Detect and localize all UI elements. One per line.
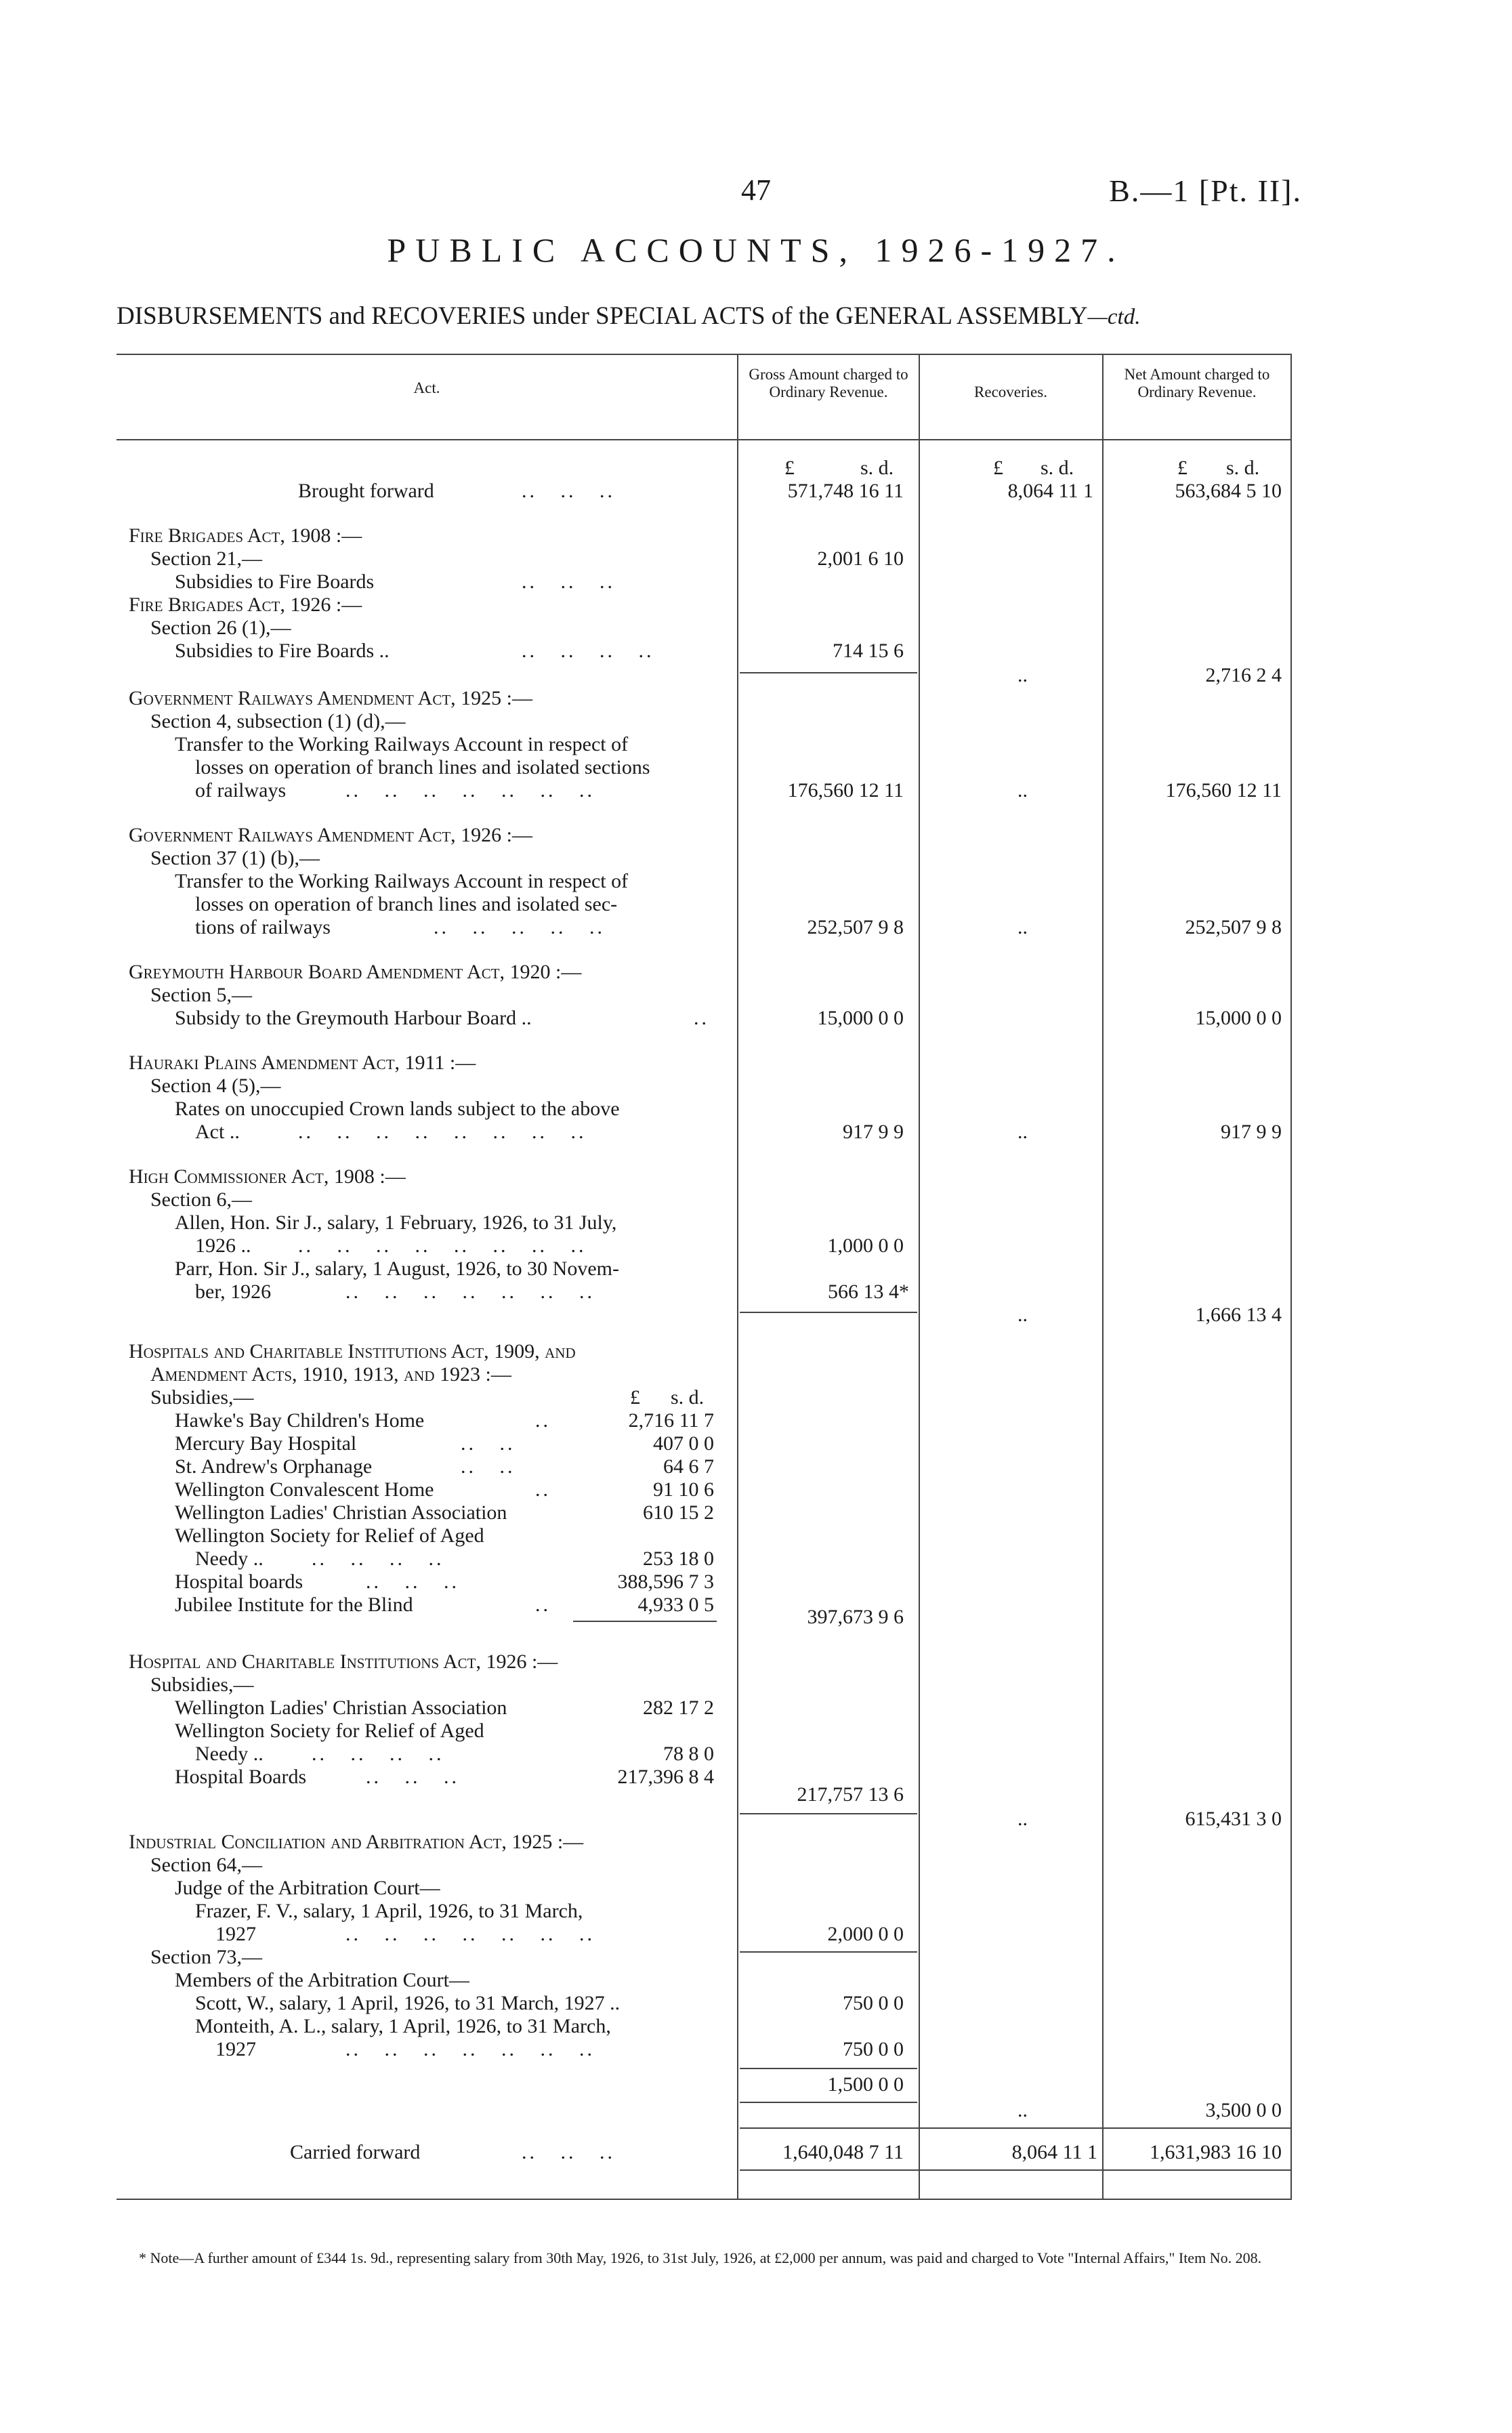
hauraki-net: 917 9 9: [1221, 1121, 1282, 1143]
carried-forward-recoveries: 8,064 11 1: [1011, 2141, 1097, 2163]
leader-dots: ..: [535, 1478, 551, 1501]
col-divider-3: [1102, 354, 1104, 2200]
high-commissioner-recoveries: ..: [1017, 1304, 1028, 1326]
section-label: Section 6,—: [150, 1188, 252, 1211]
total-rule: [740, 2169, 1290, 2171]
leader-dots: .. .. ..: [522, 480, 615, 502]
list-item: Needy ..: [195, 1547, 264, 1570]
rail-1926-net: 252,507 9 8: [1185, 916, 1282, 938]
subsidies-label: Subsidies,—: [150, 1673, 254, 1696]
list-item-amount: 4,933 0 5: [637, 1594, 714, 1616]
leader-dots: .. .. .. .. .. .. ..: [345, 779, 595, 802]
col-divider-1: [737, 354, 738, 2200]
column-header-recoveries: Recoveries.: [974, 383, 1047, 400]
column-header-net: Net Amount charged to Ordinary Revenue.: [1124, 366, 1270, 400]
brought-forward-label: Brought forward: [298, 480, 434, 502]
header-bottom-rule: [117, 439, 1292, 440]
list-item-amount: 2,716 11 7: [628, 1409, 714, 1432]
item-label: Subsidies to Fire Boards ..: [175, 640, 390, 662]
item-label: Allen, Hon. Sir J., salary, 1 February, 1926, to 31 July,: [175, 1211, 617, 1234]
leader-dots: .. .. .. ..: [312, 1743, 444, 1765]
footnote: * Note—A further amount of £344 1s. 9d., representing salary from 30th May, 1926, to 31st July, 1926, at £2,000 per annum, was paid and charged to Vote "Internal Affairs," Item No. 208.: [139, 2249, 1262, 2266]
unit-pounds-net: £: [1177, 457, 1188, 479]
item-label: Monteith, A. L., salary, 1 April, 1926, to 31 March,: [195, 2015, 611, 2037]
list-item-amount: 217,396 8 4: [617, 1766, 714, 1788]
monteith-gross: 750 0 0: [843, 2038, 904, 2060]
act-heading: Fire Brigades Act, 1926 :—: [129, 594, 362, 616]
table-right-border: [1290, 354, 1292, 2200]
list-item: Hawke's Bay Children's Home: [175, 1409, 425, 1432]
list-item-amount: 282 17 2: [643, 1697, 714, 1719]
rail-1925-net: 176,560 12 11: [1165, 779, 1282, 802]
list-item: Hospital Boards: [175, 1766, 307, 1788]
hauraki-recoveries: ..: [1017, 1121, 1028, 1143]
col-divider-2: [919, 354, 920, 2200]
inner-total-rule: [573, 1621, 717, 1622]
greymouth-gross: 15,000 0 0: [817, 1007, 904, 1029]
list-item: Hospital boards: [175, 1571, 303, 1593]
subtotal-rule: [740, 672, 917, 673]
list-item-amount: 610 15 2: [643, 1501, 714, 1524]
unit-pounds-gross: £: [784, 457, 795, 479]
subsidies-label: Subsidies,—: [150, 1386, 254, 1409]
leader-dots: .. .. .. .. .. .. .. ..: [298, 1234, 587, 1257]
leader-dots: ..: [535, 1594, 551, 1616]
unit-sd-net: s. d.: [1226, 457, 1260, 479]
carried-forward-net: 1,631,983 16 10: [1150, 2141, 1282, 2163]
document-reference: B.—1 [Pt. II].: [1109, 173, 1302, 208]
list-item-amount: 253 18 0: [643, 1547, 714, 1570]
subtitle-text: DISBURSEMENTS and RECOVERIES under SPECIAL ACTS of the GENERAL ASSEMBLY: [117, 302, 1088, 330]
parr-gross: 566 13 4*: [828, 1281, 909, 1303]
leader-dots: .. .. .. ..: [522, 640, 654, 662]
item-label: Rates on unoccupied Crown lands subject to the above: [175, 1098, 620, 1120]
item-label: of railways: [195, 779, 287, 802]
fire-recoveries: ..: [1017, 664, 1028, 686]
inner-unit-pounds: £: [630, 1386, 640, 1409]
leader-dots: ..: [535, 1409, 551, 1432]
hauraki-gross: 917 9 9: [843, 1121, 904, 1143]
item-label: Transfer to the Working Railways Account in respect of: [175, 733, 629, 755]
list-item: Wellington Ladies' Christian Association: [175, 1697, 507, 1719]
leader-dots: ..: [694, 1007, 709, 1029]
item-label: 1927: [215, 1923, 256, 1945]
hospitals-net: 615,431 3 0: [1185, 1808, 1282, 1830]
brought-forward-recoveries: 8,064 11 1: [1007, 480, 1093, 502]
allen-gross: 1,000 0 0: [827, 1234, 904, 1257]
rail-1925-recoveries: ..: [1017, 779, 1028, 802]
item-label: 1926 ..: [195, 1234, 251, 1257]
column-header-act: Act.: [413, 379, 440, 396]
section-label: Section 4, subsection (1) (d),—: [150, 710, 406, 732]
item-label: losses on operation of branch lines and isolated sections: [195, 756, 650, 778]
act-heading: Government Railways Amendment Act, 1926 :—: [129, 824, 533, 846]
inner-unit-sd: s. d.: [671, 1386, 705, 1409]
subtotal-rule: [740, 1813, 917, 1814]
list-item-amount: 78 8 0: [663, 1743, 714, 1765]
fire-1926-gross: 714 15 6: [833, 640, 904, 662]
leader-dots: .. .. ..: [522, 570, 615, 593]
leader-dots: .. .. .. .. .. .. ..: [345, 2038, 595, 2060]
item-label: Members of the Arbitration Court—: [175, 1969, 469, 1991]
item-label: Scott, W., salary, 1 April, 1926, to 31 March, 1927 ..: [195, 1992, 621, 2014]
act-heading: Greymouth Harbour Board Amendment Act, 1920 :—: [129, 961, 582, 983]
total-rule: [740, 2127, 1290, 2129]
section-label: Section 4 (5),—: [150, 1075, 281, 1097]
item-label: 1927: [215, 2038, 256, 2060]
leader-dots: .. ..: [461, 1455, 516, 1478]
list-item-amount: 407 0 0: [653, 1432, 714, 1455]
subtotal-rule: [740, 1951, 917, 1953]
act-heading: Fire Brigades Act, 1908 :—: [129, 524, 362, 547]
subtotal-rule: [740, 2102, 917, 2103]
item-label: Subsidies to Fire Boards: [175, 570, 375, 593]
list-item-amount: 388,596 7 3: [617, 1571, 714, 1593]
section-label: Section 37 (1) (b),—: [150, 847, 320, 869]
page-subtitle: [117, 301, 1140, 331]
act-heading: High Commissioner Act, 1908 :—: [129, 1165, 406, 1188]
page-number: 47: [741, 173, 771, 207]
unit-sd-gross: s. d.: [860, 457, 894, 479]
scott-gross: 750 0 0: [843, 1992, 904, 2014]
carried-forward-label: Carried forward: [290, 2141, 421, 2163]
frazer-gross: 2,000 0 0: [827, 1923, 904, 1945]
leader-dots: .. .. ..: [366, 1766, 459, 1788]
brought-forward-gross: 571,748 16 11: [787, 480, 904, 502]
item-label: Act ..: [195, 1121, 240, 1143]
high-commissioner-net: 1,666 13 4: [1195, 1304, 1282, 1326]
list-item: Jubilee Institute for the Blind: [175, 1594, 413, 1616]
list-item: Mercury Bay Hospital: [175, 1432, 357, 1455]
rail-1926-gross: 252,507 9 8: [807, 916, 904, 938]
list-item: St. Andrew's Orphanage: [175, 1455, 373, 1478]
table-bottom-rule: [117, 2199, 1292, 2200]
subtitle-suffix: —ctd.: [1087, 305, 1141, 329]
fire-net: 2,716 2 4: [1205, 664, 1282, 686]
section-label: Section 21,—: [150, 547, 262, 570]
list-item: Needy ..: [195, 1743, 264, 1765]
greymouth-net: 15,000 0 0: [1195, 1007, 1282, 1029]
leader-dots: .. .. .. .. .. .. .. ..: [298, 1121, 587, 1143]
members-total: 1,500 0 0: [827, 2073, 904, 2096]
item-label: Parr, Hon. Sir J., salary, 1 August, 1926, to 30 Novem-: [175, 1257, 619, 1280]
leader-dots: .. .. ..: [366, 1571, 459, 1593]
list-item: Wellington Society for Relief of Aged: [175, 1524, 484, 1547]
column-header-gross: Gross Amount charged to Ordinary Revenue.: [749, 366, 908, 400]
rail-1925-gross: 176,560 12 11: [787, 779, 904, 802]
section-label: Section 73,—: [150, 1946, 262, 1968]
hospitals-recoveries: ..: [1017, 1808, 1028, 1830]
leader-dots: .. .. ..: [522, 2141, 615, 2163]
rail-1926-recoveries: ..: [1017, 916, 1028, 938]
list-item-amount: 91 10 6: [653, 1478, 714, 1501]
hospitals-1909-gross: 397,673 9 6: [807, 1606, 904, 1628]
industrial-net: 3,500 0 0: [1205, 2099, 1282, 2121]
act-heading: Hospital and Charitable Institutions Act, 1926 :—: [129, 1650, 558, 1673]
table-top-rule: [117, 354, 1292, 355]
list-item: Wellington Ladies' Christian Association: [175, 1501, 507, 1524]
item-label: Frazer, F. V., salary, 1 April, 1926, to 31 March,: [195, 1900, 583, 1922]
leader-dots: .. ..: [461, 1432, 516, 1455]
page-title: PUBLIC ACCOUNTS, 1926-1927.: [387, 231, 1125, 269]
act-heading: Government Railways Amendment Act, 1925 :—: [129, 687, 533, 709]
item-label: Subsidy to the Greymouth Harbour Board ..: [175, 1007, 532, 1029]
carried-forward-gross: 1,640,048 7 11: [782, 2141, 904, 2163]
act-heading: Hauraki Plains Amendment Act, 1911 :—: [129, 1052, 476, 1074]
leader-dots: .. .. .. .. ..: [434, 916, 605, 938]
act-heading: Industrial Conciliation and Arbitration Act, 1925 :—: [129, 1831, 584, 1853]
act-heading: Amendment Acts, 1910, 1913, and 1923 :—: [150, 1363, 511, 1386]
item-label: Transfer to the Working Railways Account in respect of: [175, 870, 629, 892]
list-item: Wellington Convalescent Home: [175, 1478, 434, 1501]
item-label: tions of railways: [195, 916, 331, 938]
industrial-recoveries: ..: [1017, 2099, 1028, 2121]
item-label: Judge of the Arbitration Court—: [175, 1877, 440, 1899]
act-heading: Hospitals and Charitable Institutions Act, 1909, and: [129, 1340, 576, 1363]
leader-dots: .. .. .. ..: [312, 1547, 444, 1570]
list-item-amount: 64 6 7: [663, 1455, 714, 1478]
brought-forward-net: 563,684 5 10: [1175, 480, 1282, 502]
unit-sd-recoveries: s. d.: [1041, 457, 1074, 479]
fire-1908-gross: 2,001 6 10: [817, 547, 904, 570]
section-label: Section 64,—: [150, 1854, 262, 1876]
hospital-1926-gross: 217,757 13 6: [797, 1783, 904, 1806]
subtotal-rule: [740, 2068, 917, 2069]
leader-dots: .. .. .. .. .. .. ..: [345, 1281, 595, 1303]
unit-pounds-recoveries: £: [993, 457, 1003, 479]
section-label: Section 26 (1),—: [150, 617, 291, 639]
subtotal-rule: [740, 1312, 917, 1313]
list-item: Wellington Society for Relief of Aged: [175, 1720, 484, 1742]
section-label: Section 5,—: [150, 984, 252, 1006]
item-label: losses on operation of branch lines and isolated sec-: [195, 893, 618, 915]
item-label: ber, 1926: [195, 1281, 272, 1303]
leader-dots: .. .. .. .. .. .. ..: [345, 1923, 595, 1945]
